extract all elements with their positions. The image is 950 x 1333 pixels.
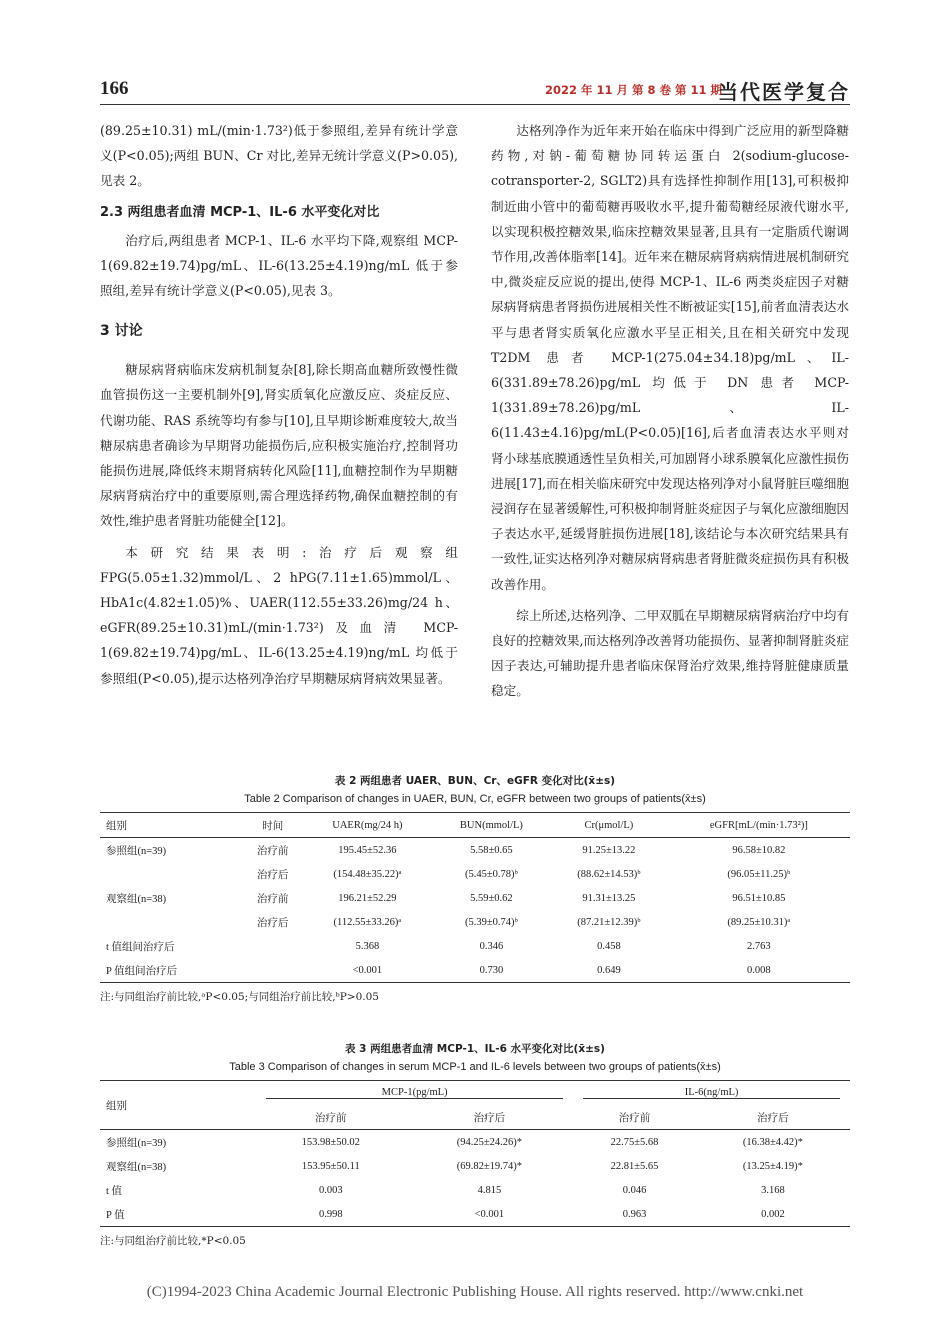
right-paragraph-2: 综上所述,达格列净、二甲双胍在早期糖尿病肾病治疗中均有良好的控糖效果,而达格列净改善肾功能损伤、显著抑制肾脏炎症因子表达,可辅助提升患者临床保肾治疗效果,维持肾脏健康质量稳定。 — [491, 607, 849, 699]
table-cell: 22.75±5.68 — [610, 1136, 659, 1148]
table-3-title-en: Table 3 Comparison of changes in serum MCP-1 and IL-6 levels between two groups of patients(x̄±s) — [229, 1061, 721, 1073]
table-row — [100, 910, 850, 934]
table-3-title-cn: 表 3 两组患者血清 MCP-1、IL-6 水平变化对比(x̄±s) — [345, 1043, 605, 1055]
table-row — [100, 1202, 850, 1227]
table-3-mcp-label: MCP-1(pg/mL) — [266, 1087, 563, 1099]
table-3-subheader-cell: 治疗前 — [256, 1105, 406, 1130]
table-3-body — [100, 1130, 850, 1227]
table-cell: (16.38±4.42)* — [742, 1136, 803, 1148]
table-2-note: 注:与同组治疗前比较,ᵃP<0.05;与同组治疗前比较,ᵇP>0.05 — [100, 991, 379, 1003]
table-cell — [243, 958, 302, 983]
table-3-note: 注:与同组治疗前比较,*P<0.05 — [100, 1235, 246, 1247]
table-cell: (94.25±24.26)* — [456, 1136, 523, 1148]
section-heading-2-3: 2.3 两组患者血清 MCP-1、IL-6 水平变化对比 — [100, 204, 380, 220]
table-cell: (13.25±4.19)* — [742, 1160, 803, 1172]
table-cell: 0.998 — [256, 1202, 406, 1227]
table-cell: 5.368 — [355, 940, 380, 952]
table-cell: 参照组(n=39) — [106, 845, 167, 857]
table-2 — [100, 812, 850, 983]
table-cell: <0.001 — [406, 1202, 574, 1227]
table-cell: 观察组(n=38) — [106, 893, 167, 905]
table-cell: 0.649 — [550, 958, 668, 983]
table-cell: P 值组间治疗后 — [100, 958, 243, 983]
table-2-title-cn: 表 2 两组患者 UAER、BUN、Cr、eGFR 变化对比(x̄±s) — [334, 775, 616, 787]
table-cell: 治疗后 — [256, 869, 289, 881]
table-2-header-cell: Cr(μmol/L) — [550, 813, 668, 838]
table-row — [100, 1130, 850, 1155]
table-cell — [100, 862, 243, 886]
table-cell: (5.45±0.78)ᵇ — [465, 868, 518, 880]
page-number: 166 — [100, 78, 129, 99]
table-cell: 196.21±52.29 — [338, 892, 397, 904]
table-cell: 91.31±13.25 — [582, 892, 636, 904]
table-cell: (5.39±0.74)ᵇ — [465, 916, 518, 928]
table-cell: 96.58±10.82 — [732, 844, 786, 856]
table-cell: 治疗前 — [256, 845, 289, 857]
table-3-il6-header — [573, 1081, 850, 1106]
table-2-body — [100, 838, 850, 983]
issue-info: 2022 年 11 月 第 8 卷 第 11 期 — [544, 83, 722, 97]
table-row — [100, 934, 850, 958]
table-cell: 96.51±10.85 — [732, 892, 786, 904]
table-3-subheader-cell: 治疗后 — [406, 1105, 574, 1130]
table-cell: 0.046 — [622, 1184, 647, 1196]
table-cell: t 值 — [106, 1185, 123, 1197]
table-cell: t 值组间治疗后 — [106, 941, 175, 953]
table-row — [100, 1154, 850, 1178]
table-cell: 参照组(n=39) — [106, 1137, 167, 1149]
table-cell: 0.002 — [696, 1202, 850, 1227]
table-2-block — [100, 772, 850, 1007]
table-cell: (154.48±35.22)ᵃ — [333, 868, 402, 880]
table-2-header-cell: 组别 — [100, 813, 243, 838]
table-cell: (112.55±33.26)ᵃ — [333, 916, 402, 928]
table-cell: 4.815 — [477, 1184, 502, 1196]
left-paragraph-3: 糖尿病肾病临床发病机制复杂[8],除长期高血糖所致慢性微血管损伤这一主要机制外[9],肾实质氧化应激反应、炎症反应、代谢功能、RAS 系统等均有参与[10],且早期诊断难度较大,故当糖尿病患者确诊为早期肾功能损伤后,应积极实施治疗,控制肾功能损伤进展,降低终末期肾病转化风险[11],血糖控制作为早期糖尿病肾病治疗中的重要原则,需合理选择药物,确保血糖控制的有效性,维护患者肾脏功能健全[12]。 — [100, 362, 458, 529]
table-2-header-cell: UAER(mg/24 h) — [302, 813, 433, 838]
table-2-header-cell: eGFR[mL/(min·1.73²)] — [668, 813, 850, 838]
table-2-header-cell: BUN(mmol/L) — [433, 813, 550, 838]
table-cell: 0.003 — [318, 1184, 343, 1196]
table-row — [100, 1178, 850, 1202]
table-cell: 0.346 — [479, 940, 504, 952]
left-paragraph-1: (89.25±10.31) mL/(min·1.73²)低于参照组,差异有统计学意义(P<0.05);两组 BUN、Cr 对比,差异无统计学意义(P>0.05),见表 2。 — [100, 123, 458, 189]
table-2-header-row — [100, 813, 850, 838]
table-3-header-row — [100, 1081, 850, 1106]
copyright-footer: (C)1994-2023 China Academic Journal Electronic Publishing House. All rights reserved. http://www.cnki.net — [146, 1284, 804, 1300]
table-cell: 观察组(n=38) — [106, 1161, 167, 1173]
table-cell: 0.963 — [573, 1202, 696, 1227]
table-cell: 22.81±5.65 — [610, 1160, 659, 1172]
table-3-group-header: 组别 — [100, 1081, 256, 1130]
table-cell: 治疗前 — [256, 893, 289, 905]
table-row — [100, 838, 850, 863]
section-heading-discussion: 3 讨论 — [100, 323, 143, 340]
table-3-subheader-cell: 治疗前 — [573, 1105, 696, 1130]
table-cell: 0.458 — [597, 940, 621, 952]
table-cell: 0.730 — [433, 958, 550, 983]
table-cell — [243, 934, 302, 958]
table-cell: P 值 — [100, 1202, 256, 1227]
table-cell: 153.95±50.11 — [301, 1160, 360, 1172]
table-3-il6-label: IL-6(ng/mL) — [583, 1087, 840, 1099]
left-column — [100, 118, 458, 691]
journal-name: 当代医学复合 — [718, 80, 850, 104]
table-2-title-en: Table 2 Comparison of changes in UAER, BUN, Cr, eGFR between two groups of patients(x̄±s) — [244, 793, 706, 805]
left-paragraph-2: 治疗后,两组患者 MCP-1、IL-6 水平均下降,观察组 MCP-1(69.82±19.74)pg/mL、IL-6(13.25±4.19)ng/mL 低于参照组,差异有统计学意义(P<0.05),见表 3。 — [100, 232, 458, 299]
table-cell: 2.763 — [747, 940, 771, 952]
table-cell: 195.45±52.36 — [338, 844, 397, 856]
right-column — [491, 118, 849, 704]
table-3-subheader-cell: 治疗后 — [696, 1105, 850, 1130]
table-3 — [100, 1080, 850, 1227]
table-cell: 0.008 — [668, 958, 850, 983]
table-cell: (96.05±11.25)ᵇ — [727, 868, 791, 880]
table-row — [100, 958, 850, 983]
table-cell: <0.001 — [302, 958, 433, 983]
page-header — [100, 76, 850, 104]
table-row — [100, 862, 850, 886]
left-paragraph-4: 本研究结果表明:治疗后观察组 FPG(5.05±1.32)mmol/L、2 hPG(7.11±1.65)mmol/L、HbA1c(4.82±1.05)%、UAER(112.55±33.26)mg/24 h、eGFR(89.25±10.31)mL/(min·1.73²)及血清 MCP-1(69.82±19.74)pg/mL、IL-6(13.25±4.19)ng/mL 均低于参照组(P<0.05),提示达格列净治疗早期糖尿病肾病效果显著。 — [100, 544, 458, 686]
table-cell: (87.21±12.39)ᵇ — [577, 916, 641, 928]
table-cell: 91.25±13.22 — [582, 844, 636, 856]
table-3-block — [100, 1040, 850, 1251]
table-cell: (69.82±19.74)* — [456, 1160, 523, 1172]
table-cell: 5.59±0.62 — [470, 892, 513, 904]
table-cell: (88.62±14.53)ᵇ — [577, 868, 641, 880]
table-2-header-cell: 时间 — [243, 813, 302, 838]
table-cell: 3.168 — [761, 1184, 785, 1196]
table-cell: (89.25±10.31)ᵃ — [727, 916, 791, 928]
header-rule — [100, 104, 850, 105]
right-paragraph-1: 达格列净作为近年来开始在临床中得到广泛应用的新型降糖药物,对钠-葡萄糖协同转运蛋白 2(sodium-glucose-cotransporter-2, SGLT2)具有选择性抑制作用[13],可积极抑制近曲小管中的葡萄糖再吸收水平,提升葡萄糖经尿液代谢水平,以实现积极控糖效果,临床控糖效果显著,且具有一定脂质代谢调节作用,改善体脂率[14]。近年来在糖尿病肾病病情进展机制研究中,微炎症反应说的提出,使得 MCP-1、IL-6 两类炎症因子对糖尿病肾病患者肾损伤进展相关性不断被证实[15],前者血清表达水平与患者肾实质氧化应激水平呈正相关,且在相关研究中发现 T2DM 患者 MCP-1(275.04±34.18)pg/mL、IL-6(331.89±78.26)pg/mL 均低于 DN 患者 MCP-1(331.89±78.26)pg/mL、IL-6(11.43±4.16)pg/mL(P<0.05)[16],后者血清表达水平则对肾小球基底膜通透性呈负相关,可加剧肾小球系膜氧化应激性损伤进展[17],而在相关临床研究中发现达格列净对小鼠肾脏巨噬细胞浸润存在显著缓解性,可积极抑制肾脏炎症因子与氧化应激细胞因子表达水平,延缓肾脏损伤进展[18],该结论与本次研究结果具有一致性,证实达格列净对糖尿病肾病患者肾脏微炎症损伤具有积极改善作用。 — [491, 123, 849, 592]
table-cell — [100, 910, 243, 934]
table-3-mcp-header — [256, 1081, 573, 1106]
table-row — [100, 886, 850, 910]
table-cell: 5.58±0.65 — [470, 844, 513, 856]
table-cell: 153.98±50.02 — [301, 1136, 360, 1148]
table-cell: 治疗后 — [256, 917, 289, 929]
